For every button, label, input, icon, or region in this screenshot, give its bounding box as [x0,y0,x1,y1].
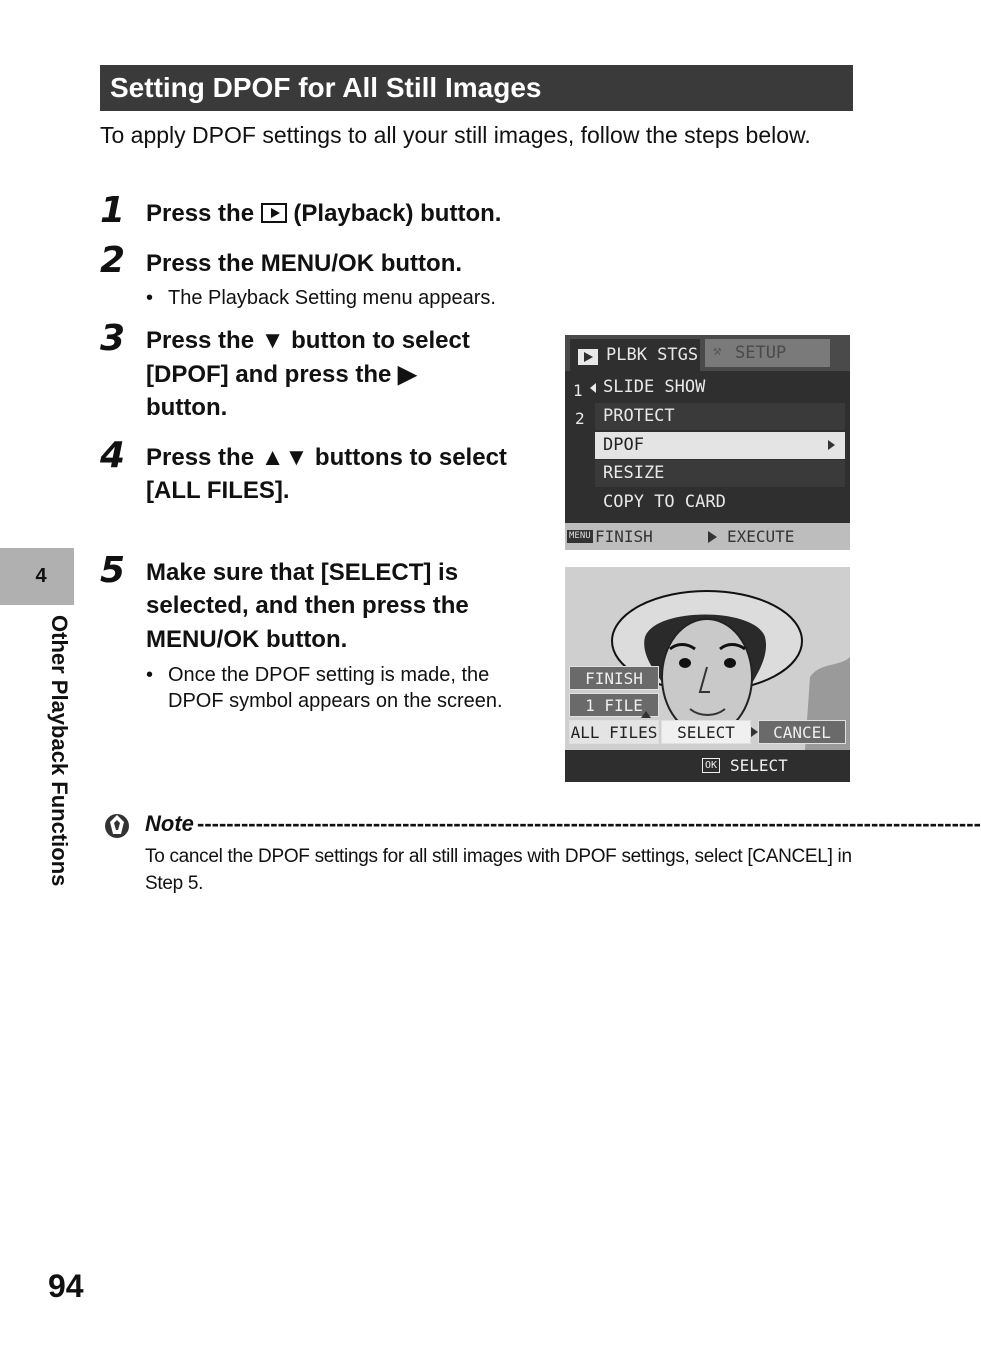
menu-item-copy-to-card[interactable]: COPY TO CARD [603,492,726,512]
menu-item-resize[interactable]: RESIZE [595,460,845,487]
ok-button-icon: OK [702,758,720,773]
step-4-line-1: Press the ▲▼ buttons to select [146,444,507,471]
menu-item-dpof[interactable] [595,432,845,459]
step-5-bullet-line-2: DPOF symbol appears on the screen. [168,690,503,712]
note-text: To cancel the DPOF settings for all still images with DPOF settings, select [CANCEL] in Step 5. [145,846,852,894]
step-2-bullet-text: The Playback Setting menu appears. [168,287,496,309]
step-4-line-2: [ALL FILES]. [146,477,290,504]
chapter-number: 4 [35,565,47,587]
step-2-bullet [146,285,496,311]
tab-setup [705,339,830,367]
note-divider: ----------------------------------------------------------------------------------------------------------- [197,811,981,836]
playback-icon [578,349,598,365]
menu-item-protect[interactable]: PROTECT [595,403,845,430]
camera-screen-dpof-select [565,567,850,782]
step-5-line-2: selected, and then press the [146,592,469,619]
tab-plbk-stgs [570,339,700,371]
step-1-text [146,197,501,231]
step-1-text-before: Press the [146,200,255,227]
up-arrow-icon [641,711,651,718]
option-1-file[interactable]: 1 FILE [569,693,659,717]
bullet-dot: • [146,664,154,686]
step-3-line-3: button. [146,394,228,421]
footer-finish-label: FINISH [595,527,653,546]
step-2-text: Press the MENU/OK button. [146,250,463,277]
step-3-number: 3 [100,318,126,359]
execute-arrow-icon [708,531,717,543]
wrench-icon: ⚒ [713,343,722,359]
right-arrow-icon [828,440,835,450]
tab-setup-label: SETUP [735,343,787,363]
step-5-bullet [146,662,490,688]
step-1-text-after: (Playback) button. [293,200,502,227]
right-arrow-icon [751,727,758,737]
camera-screen-playback-menu [565,335,850,550]
step-2-number: 2 [100,240,126,281]
cancel-button[interactable]: CANCEL [758,720,846,744]
menu-item-dpof-label: DPOF [603,435,644,455]
select-button[interactable]: SELECT [661,720,751,744]
step-1-number: 1 [100,190,126,231]
option-all-files[interactable]: ALL FILES [569,720,659,744]
menu-button-icon: MENU [569,531,591,541]
note-title: Note [145,811,194,836]
step-5-line-3: MENU/OK button. [146,626,348,653]
menu-item-slide-show[interactable]: SLIDE SHOW [603,377,706,397]
bullet-dot: • [146,287,154,309]
page-number-1: 1 [573,381,583,400]
footer-select-label: SELECT [730,756,788,775]
step-5-line-1: Make sure that [SELECT] is [146,559,459,586]
step-3-line-1: Press the ▼ button to select [146,327,470,354]
footer-execute-label: EXECUTE [727,527,795,546]
note-icon [102,810,132,840]
page-number: 94 [48,1268,84,1304]
chapter-title: Other Playback Functions [47,615,72,887]
step-5-bullet-line-1: Once the DPOF setting is made, the [168,664,490,686]
page-number-2: 2 [575,409,585,428]
option-finish[interactable]: FINISH [569,666,659,690]
step-5-number: 5 [100,550,126,591]
section-title: Setting DPOF for All Still Images [100,65,853,111]
step-3-line-2: [DPOF] and press the ▶ [146,361,417,388]
menu-footer [565,523,850,550]
tab-plbk-stgs-label: PLBK STGS [606,345,699,365]
playback-icon [261,203,287,223]
screen-footer [565,750,850,782]
step-4-number: 4 [100,435,126,476]
intro-paragraph: To apply DPOF settings to all your still images, follow the steps below. [100,122,811,148]
